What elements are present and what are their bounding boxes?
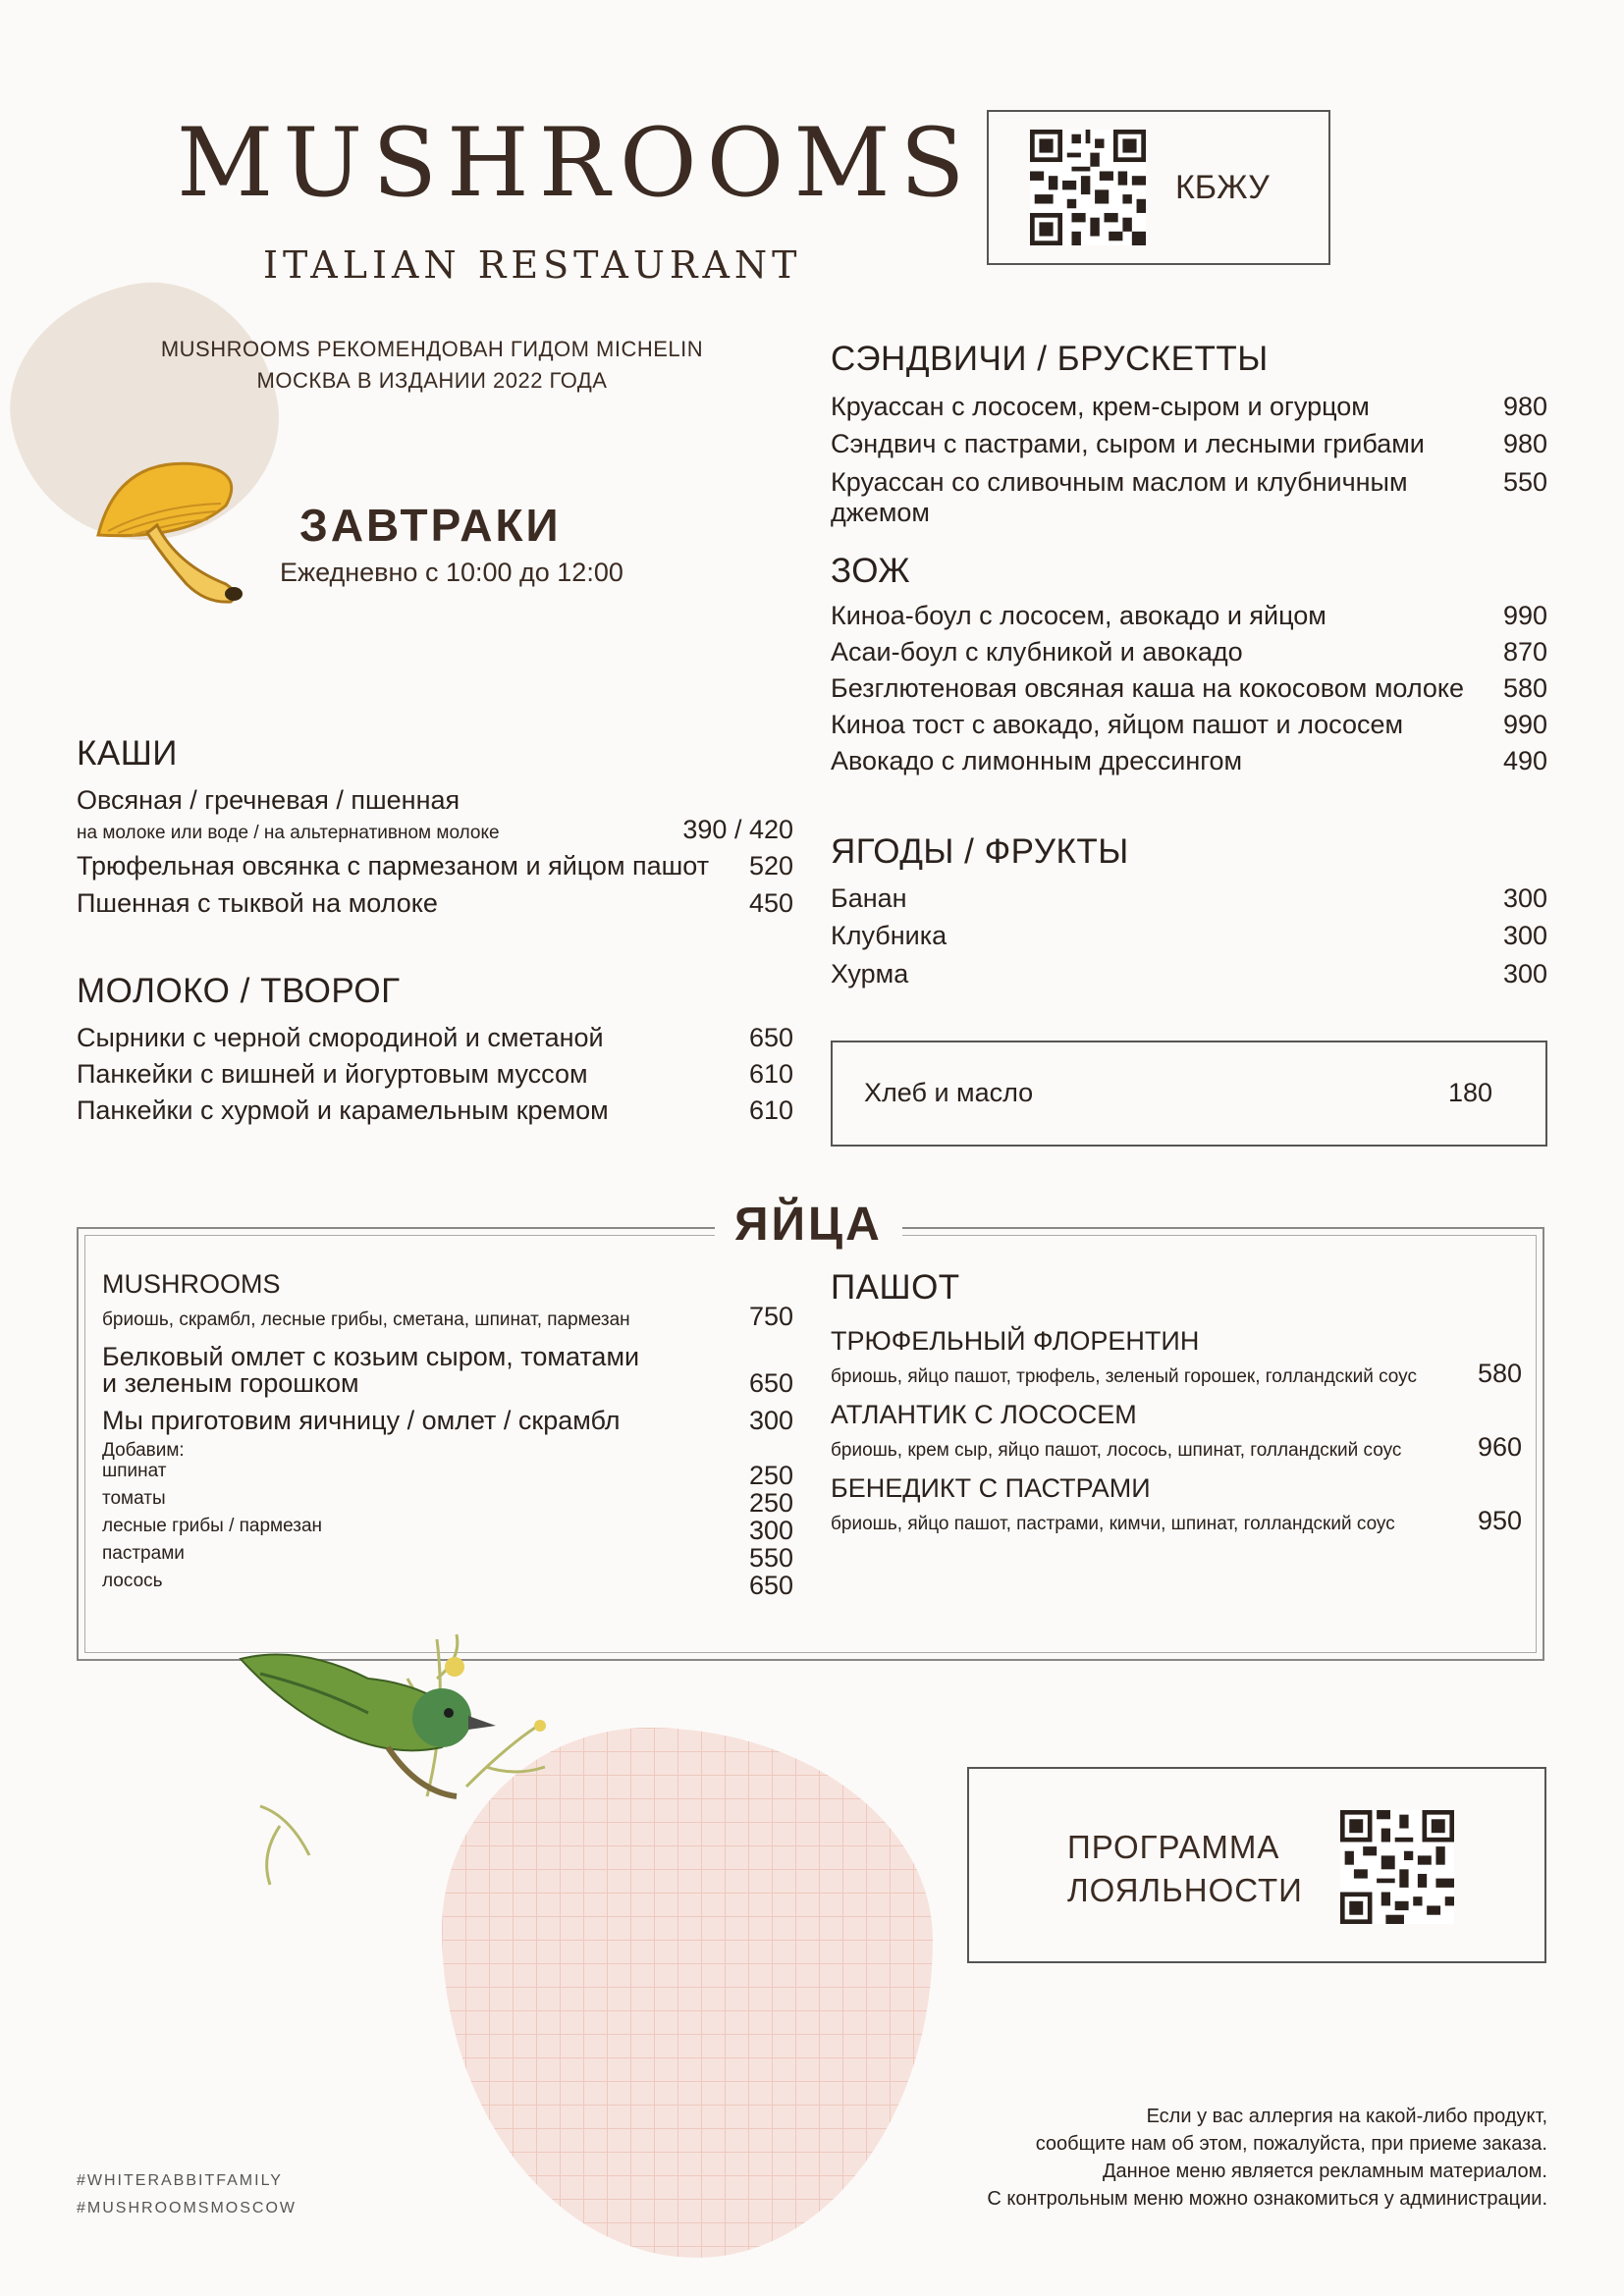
mushroom-illustration (79, 447, 260, 618)
section-title-porridge: КАШИ (77, 734, 178, 773)
menu-item-price: 750 (748, 1302, 793, 1331)
addon-item (102, 1571, 793, 1601)
menu-item-price: 550 (1502, 467, 1547, 497)
menu-item-name: Хурма (831, 959, 909, 988)
menu-item (77, 1095, 793, 1126)
addon-price: 300 (748, 1516, 793, 1545)
eggs-title: ЯЙЦА (715, 1198, 902, 1252)
menu-item-price: 580 (1477, 1359, 1522, 1388)
disclaimer-line: сообщите нам об этом, пожалуйста, при приеме заказа. (1035, 2133, 1547, 2155)
menu-item-price: 610 (748, 1059, 793, 1089)
addon-name: шпинат (102, 1461, 167, 1481)
menu-item (831, 467, 1547, 528)
menu-item (77, 888, 793, 919)
breakfast-title: ЗАВТРАКИ (299, 500, 562, 551)
loyalty-program-box[interactable] (967, 1767, 1546, 1963)
menu-item-desc: бриошь, яйцо пашот, трюфель, зеленый горошек, голландский соус (831, 1366, 1417, 1387)
menu-item (831, 883, 1547, 914)
allergy-disclaimer (860, 2103, 1547, 2213)
menu-item (77, 1023, 793, 1053)
menu-item-name: Овсяная / гречневая / пшенная (77, 785, 460, 815)
qr-code-icon[interactable] (1030, 130, 1146, 245)
menu-item-name: и зеленым горошком (102, 1368, 359, 1398)
michelin-note (157, 334, 707, 397)
menu-item-price: 960 (1477, 1432, 1522, 1462)
menu-item-price: 300 (1502, 921, 1547, 950)
addon-price: 250 (748, 1488, 793, 1518)
menu-item-price: 490 (1502, 746, 1547, 775)
loyalty-line-1: ПРОГРАММА (1067, 1829, 1280, 1865)
menu-item-name: ТРЮФЕЛЬНЫЙ ФЛОРЕНТИН (831, 1326, 1200, 1356)
nutrition-qr-box[interactable] (987, 110, 1330, 265)
menu-item-price: 650 (748, 1368, 793, 1398)
addon-price: 650 (748, 1571, 793, 1600)
disclaimer-line: Данное меню является рекламным материалом. (1102, 2161, 1547, 2182)
menu-item-price: 520 (748, 851, 793, 881)
menu-item-price: 300 (1502, 883, 1547, 913)
menu-item-name: БЕНЕДИКТ С ПАСТРАМИ (831, 1473, 1151, 1503)
menu-item-name: Киноа-боул с лососем, авокадо и яйцом (831, 601, 1326, 630)
bread-butter-box (831, 1041, 1547, 1147)
loyalty-line-2: ЛОЯЛЬНОСТИ (1067, 1872, 1303, 1908)
addon-name: томаты (102, 1488, 166, 1509)
menu-item-price: 580 (1502, 673, 1547, 703)
menu-item (831, 710, 1547, 740)
menu-item-price: 980 (1502, 429, 1547, 458)
menu-item-name: Круассан со сливочным маслом и клубничным джемом (831, 467, 1408, 527)
menu-item-name: Авокадо с лимонным дрессингом (831, 746, 1243, 775)
menu-item-poached (831, 1432, 1522, 1463)
section-title-fruits: ЯГОДЫ / ФРУКТЫ (831, 832, 1129, 871)
menu-item-price: 390 / 420 (682, 815, 793, 844)
menu-item-price: 870 (1502, 637, 1547, 667)
section-title-sandwiches: СЭНДВИЧИ / БРУСКЕТТЫ (831, 340, 1269, 378)
addon-item (102, 1461, 793, 1491)
menu-item (831, 429, 1547, 459)
addon-item (102, 1543, 793, 1574)
menu-item-price: 950 (1477, 1506, 1522, 1535)
menu-item-price: 980 (1502, 392, 1547, 421)
addon-item (102, 1488, 793, 1519)
menu-item-name: Пшенная с тыквой на молоке (77, 888, 438, 918)
menu-item-name: Белковый омлет с козьим сыром, томатами (102, 1342, 640, 1371)
menu-item-desc: бриошь, скрамбл, лесные грибы, сметана, шпинат, пармезан (102, 1309, 630, 1330)
disclaimer-line: Если у вас аллергия на какой-либо продукт, (1146, 2106, 1547, 2127)
breakfast-hours: Ежедневно с 10:00 до 12:00 (280, 558, 623, 587)
disclaimer-line: С контрольным меню можно ознакомиться у администрации. (987, 2188, 1547, 2210)
menu-item-name: Асаи-боул с клубникой и авокадо (831, 637, 1243, 667)
menu-item-name: Трюфельная овсянка с пармезаном и яйцом пашот (77, 851, 710, 881)
michelin-line-2: МОСКВА В ИЗДАНИИ 2022 ГОДА (256, 368, 608, 393)
bird-illustration (221, 1620, 643, 1944)
menu-item (831, 637, 1547, 667)
menu-item-name: Панкейки с вишней и йогуртовым муссом (77, 1059, 588, 1089)
menu-item-poached (831, 1359, 1522, 1389)
hashtags (77, 2167, 297, 2222)
section-title-poached: ПАШОТ (831, 1268, 960, 1307)
menu-item (77, 1059, 793, 1090)
addon-price: 550 (748, 1543, 793, 1573)
menu-item-price: 650 (748, 1023, 793, 1052)
menu-item-price: 450 (748, 888, 793, 918)
menu-item-desc: бриошь, крем сыр, яйцо пашот, лосось, шпинат, голландский соус (831, 1440, 1402, 1461)
addons-label: Добавим: (102, 1440, 185, 1461)
menu-item-name: Безглютеновая овсяная каша на кокосовом молоке (831, 673, 1465, 703)
menu-item-price: 610 (748, 1095, 793, 1125)
section-title-healthy: ЗОЖ (831, 552, 911, 590)
menu-item-price: 300 (1502, 959, 1547, 988)
addon-item (102, 1516, 793, 1546)
menu-item (831, 921, 1547, 951)
addon-name: лесные грибы / пармезан (102, 1516, 323, 1536)
menu-item-price: 990 (1502, 710, 1547, 739)
menu-item (831, 392, 1547, 422)
menu-item-price: 180 (1447, 1078, 1492, 1107)
menu-item-price: 990 (1502, 601, 1547, 630)
menu-item-name: Хлеб и масло (864, 1078, 1034, 1107)
hashtag: #WHITERABBITFAMILY (77, 2172, 283, 2189)
nutrition-label: КБЖУ (1175, 169, 1270, 206)
menu-item-name: MUSHROOMS (102, 1269, 281, 1299)
section-title-dairy: МОЛОКО / ТВОРОГ (77, 972, 401, 1010)
menu-item-desc: бриошь, яйцо пашот, пастрами, кимчи, шпинат, голландский соус (831, 1514, 1395, 1534)
menu-item-mushrooms (102, 1302, 793, 1332)
menu-item-name: Сэндвич с пастрами, сыром и лесными грибами (831, 429, 1425, 458)
menu-item (831, 601, 1547, 631)
menu-item-custom-eggs (102, 1406, 793, 1436)
menu-item (77, 851, 793, 881)
menu-item-name: Киноа тост с авокадо, яйцом пашот и лососем (831, 710, 1404, 739)
menu-item-porridge-basic (77, 815, 793, 845)
menu-item-desc: на молоке или воде / на альтернативном молоке (77, 823, 500, 843)
loyalty-program-label (1067, 1826, 1303, 1912)
menu-item-price: 300 (748, 1406, 793, 1435)
qr-code-icon[interactable] (1340, 1810, 1454, 1924)
addon-name: лосось (102, 1571, 163, 1591)
brand-logo-title: MUSHROOMS (177, 108, 975, 218)
menu-item-name: Круассан с лососем, крем-сыром и огурцом (831, 392, 1370, 421)
menu-item (831, 959, 1547, 989)
michelin-line-1: MUSHROOMS РЕКОМЕНДОВАН ГИДОМ MICHELIN (160, 337, 704, 361)
brand-logo-subtitle: ITALIAN RESTAURANT (263, 243, 802, 287)
menu-item-poached (831, 1506, 1522, 1536)
menu-item (831, 673, 1547, 704)
menu-item-name: Сырники с черной смородиной и сметаной (77, 1023, 604, 1052)
menu-item-name: Панкейки с хурмой и карамельным кремом (77, 1095, 609, 1125)
menu-item-name: Клубника (831, 921, 947, 950)
hashtag: #MUSHROOMSMOSCOW (77, 2200, 297, 2216)
menu-item-name: Мы приготовим яичницу / омлет / скрамбл (102, 1406, 621, 1435)
menu-item (831, 746, 1547, 776)
addon-price: 250 (748, 1461, 793, 1490)
menu-item-name: Банан (831, 883, 907, 913)
menu-item-omelette (102, 1368, 793, 1399)
addon-name: пастрами (102, 1543, 185, 1564)
menu-item-name: АТЛАНТИК С ЛОСОСЕМ (831, 1400, 1137, 1429)
menu-item-bread (864, 1078, 1492, 1108)
